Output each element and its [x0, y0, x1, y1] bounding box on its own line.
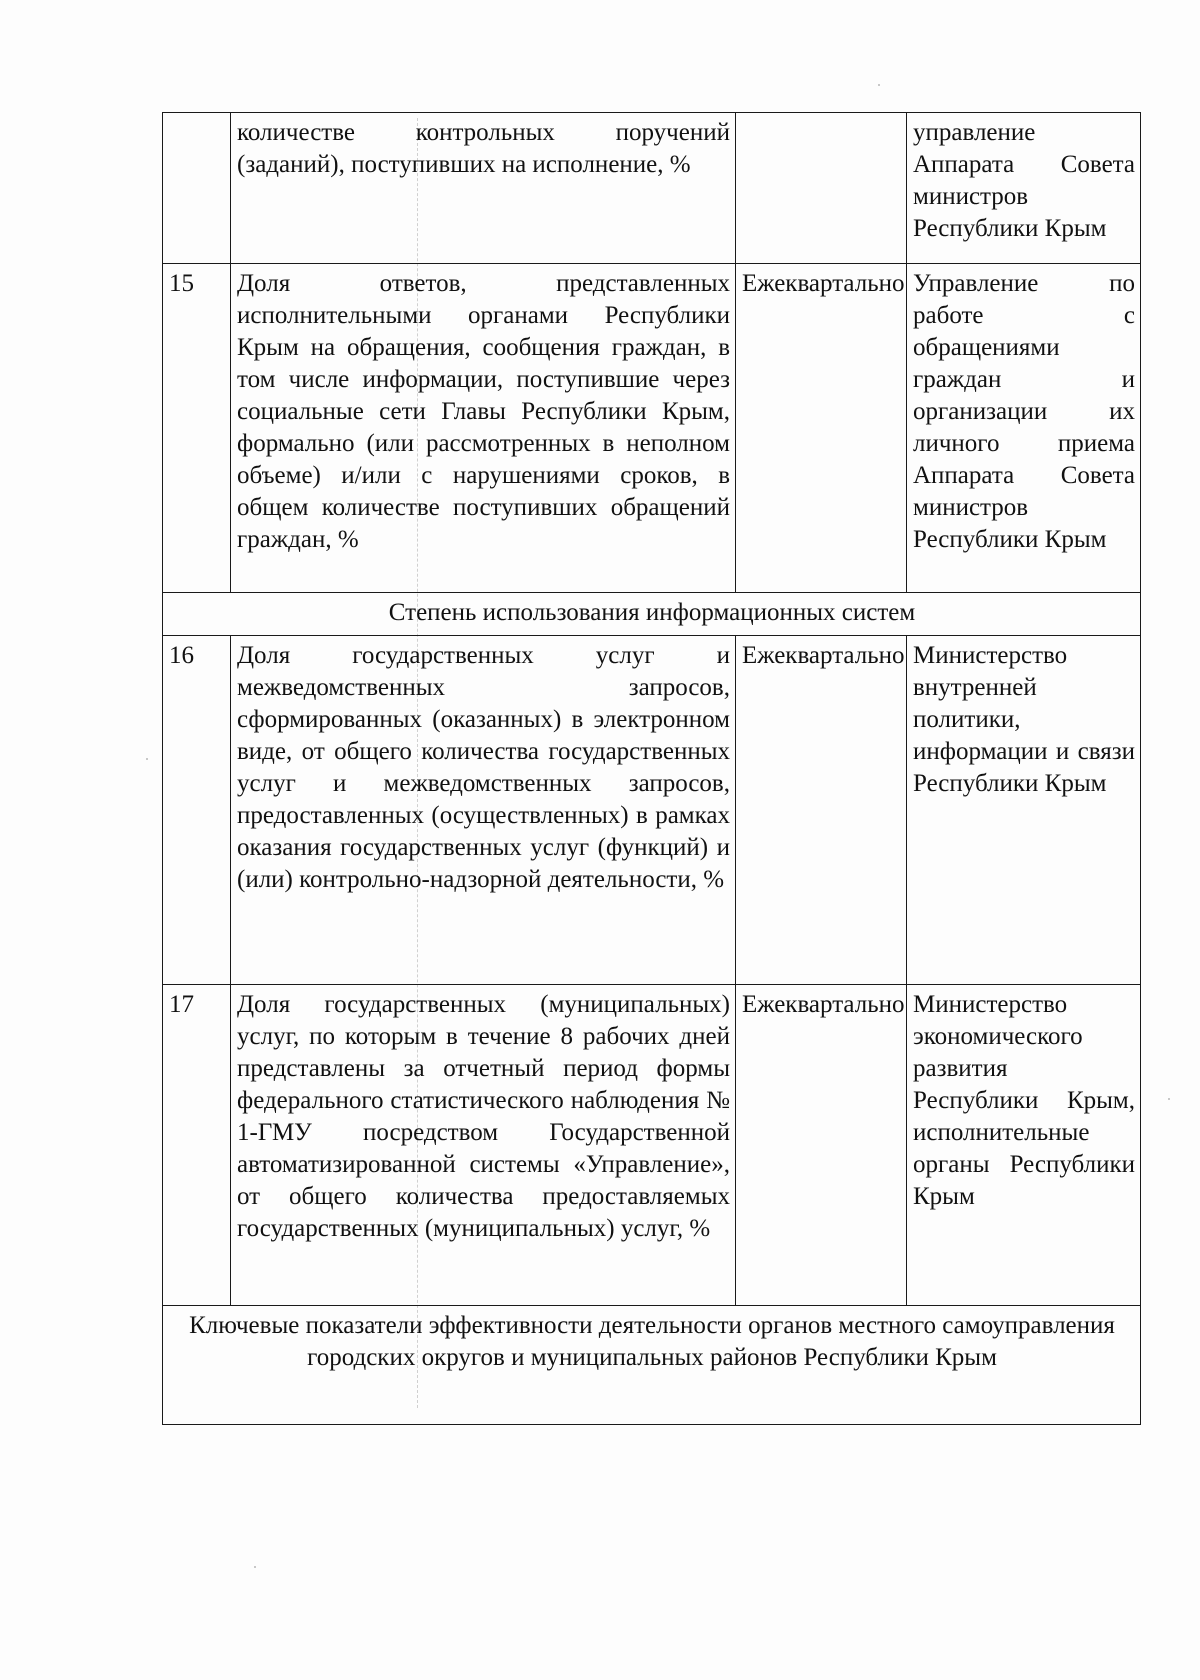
indicator-cell: количестве контрольных поручений (заданий), поступивших на исполнение, % — [231, 113, 736, 264]
row-number-cell: 15 — [163, 264, 231, 593]
period-cell: Ежеквартально — [736, 985, 907, 1306]
table-row — [163, 636, 1141, 985]
responsible-cell: Управление по работе с обращениями граждан и организации их личного приема Аппарата Совета министров Республики Крым — [907, 264, 1141, 593]
section-row — [163, 593, 1141, 636]
scan-speck — [146, 758, 148, 760]
indicator-cell: Доля государственных (муниципальных) услуг, по которым в течение 8 рабочих дней представлены за отчетный период формы федерального статистического наблюдения № 1-ГМУ посредством Государственной автоматизированной системы «Управление», от общего количества предоставляемых государственных (муниципальных) услуг, % — [231, 985, 736, 1306]
period-cell — [736, 113, 907, 264]
responsible-cell: управление Аппарата Совета министров Республики Крым — [907, 113, 1141, 264]
responsible-cell: Министерство экономического развития Республики Крым, исполнительные органы Республики Крым — [907, 985, 1141, 1306]
indicator-cell: Доля государственных услуг и межведомственных запросов, сформированных (оказанных) в электронном виде, от общего количества государственных услуг и межведомственных запросов, предоставленных (осуществленных) в рамках оказания государственных услуг (функций) и (или) контрольно-надзорной деятельности, % — [231, 636, 736, 985]
section-row — [163, 1306, 1141, 1425]
period-cell: Ежеквартально — [736, 264, 907, 593]
period-cell: Ежеквартально — [736, 636, 907, 985]
row-number-cell — [163, 113, 231, 264]
table-row — [163, 985, 1141, 1306]
scan-speck — [254, 1566, 256, 1568]
row-number-cell: 16 — [163, 636, 231, 985]
responsible-cell: Министерство внутренней политики, информации и связи Республики Крым — [907, 636, 1141, 985]
indicators-table — [162, 112, 1141, 1425]
section-title: Ключевые показатели эффективности деятельности органов местного самоуправления городских округов и муниципальных районов Республики Крым — [163, 1306, 1141, 1425]
scan-speck — [878, 84, 880, 86]
row-number-cell: 17 — [163, 985, 231, 1306]
table-row-continuation — [163, 113, 1141, 264]
section-title: Степень использования информационных систем — [163, 593, 1141, 636]
scan-speck — [1168, 1098, 1170, 1100]
table-row — [163, 264, 1141, 593]
indicator-cell: Доля ответов, представленных исполнительными органами Республики Крым на обращения, сообщения граждан, в том числе информации, поступившие через социальные сети Главы Республики Крым, формально (или рассмотренных в неполном объеме) и/или с нарушениями сроков, в общем количестве поступивших обращений граждан, % — [231, 264, 736, 593]
